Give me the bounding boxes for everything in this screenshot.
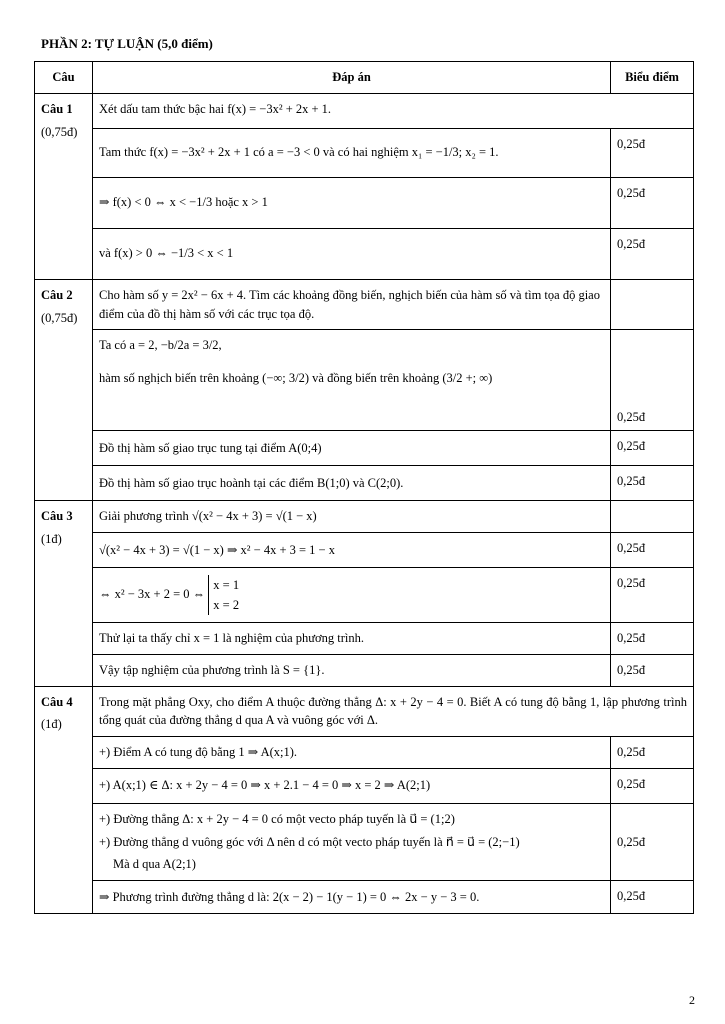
table-row bbox=[35, 501, 694, 533]
question-points: (1đ) bbox=[41, 532, 62, 546]
answer-step: +) Điểm A có tung độ bằng 1 ⇒ A(x;1). bbox=[93, 737, 611, 769]
table-row bbox=[35, 654, 694, 686]
table-row bbox=[35, 431, 694, 466]
answer-step: ⇒ f(x) < 0 ⇔ x < −1/3 hoặc x > 1 bbox=[93, 177, 611, 228]
header-cau: Câu bbox=[35, 62, 93, 94]
answer-step: Đồ thị hàm số giao trục hoành tại các điểm B(1;0) và C(2;0). bbox=[93, 466, 611, 501]
answer-table bbox=[34, 61, 694, 914]
score-cell: 0,25đ bbox=[611, 228, 694, 279]
table-row bbox=[35, 803, 694, 880]
score-cell: 0,25đ bbox=[611, 737, 694, 769]
table-row bbox=[35, 330, 694, 431]
answer-step: Vậy tập nghiệm của phương trình là S = {1}. bbox=[93, 654, 611, 686]
question-points: (0,75đ) bbox=[41, 310, 78, 325]
table-row bbox=[35, 768, 694, 803]
score-cell: 0,25đ bbox=[611, 881, 694, 914]
question-label: Câu 2 bbox=[41, 287, 73, 302]
question-label: Câu 4 bbox=[41, 694, 73, 709]
table-row bbox=[35, 623, 694, 655]
answer-step: Tam thức f(x) = −3x² + 2x + 1 có a = −3 < 0 và có hai nghiệm x₁ = −1/3; x₂ = 1. bbox=[93, 128, 611, 177]
question-points: (0,75đ) bbox=[41, 124, 78, 139]
answer-step: Thử lại ta thấy chỉ x = 1 là nghiệm của phương trình. bbox=[93, 623, 611, 655]
answer-step: ⇒ Phương trình đường thẳng d là: 2(x − 2) − 1(y − 1) = 0 ⇔ 2x − y − 3 = 0. bbox=[93, 881, 611, 914]
question-3-cell bbox=[35, 501, 93, 686]
table-row bbox=[35, 128, 694, 177]
score-cell: 0,25đ bbox=[611, 768, 694, 803]
empty-score-cell bbox=[611, 279, 694, 330]
score-cell: 0,25đ bbox=[611, 803, 694, 880]
table-row bbox=[35, 93, 694, 128]
score-cell: 0,25đ bbox=[611, 431, 694, 466]
header-dap-an: Đáp án bbox=[93, 62, 611, 94]
question-points: (1đ) bbox=[41, 717, 62, 732]
table-row bbox=[35, 279, 694, 330]
question-1-cell bbox=[35, 93, 93, 279]
question-3-statement: Giải phương trình √(x² − 4x + 3) = √(1 − x) bbox=[93, 501, 611, 533]
answer-step: ⇔ x² − 3x + 2 = 0 ⇔ x = 1 x = 2 bbox=[93, 568, 611, 623]
answer-step: Ta có a = 2, −b/2a = 3/2, hàm số nghịch biến trên khoảng (−∞; 3/2) và đồng biến trên khoảng (3/2 +; ∞) bbox=[93, 330, 611, 431]
table-row bbox=[35, 737, 694, 769]
question-label: Câu 3 bbox=[41, 509, 73, 524]
table-header-row bbox=[35, 62, 694, 94]
table-row bbox=[35, 533, 694, 568]
table-row bbox=[35, 466, 694, 501]
header-bieu-diem: Biểu điểm bbox=[611, 62, 694, 94]
question-label: Câu 1 bbox=[41, 101, 73, 116]
score-cell: 0,25đ bbox=[611, 466, 694, 501]
table-row bbox=[35, 228, 694, 279]
question-2-statement: Cho hàm số y = 2x² − 6x + 4. Tìm các khoảng đồng biến, nghịch biến của hàm số và tìm tọa độ giao điểm của đồ thị hàm số với các trục tọa độ. bbox=[93, 279, 611, 330]
score-cell: 0,25đ bbox=[611, 330, 694, 431]
score-cell: 0,25đ bbox=[611, 623, 694, 655]
answer-step: Đồ thị hàm số giao trục tung tại điểm A(0;4) bbox=[93, 431, 611, 466]
question-4-statement: Trong mặt phẳng Oxy, cho điểm A thuộc đường thẳng Δ: x + 2y − 4 = 0. Biết A có tung độ bằng 1, lập phương trình tổng quát của đường thẳng d qua A và vuông góc với Δ. bbox=[93, 686, 694, 737]
answer-step: √(x² − 4x + 3) = √(1 − x) ⇒ x² − 4x + 3 = 1 − x bbox=[93, 533, 611, 568]
section-heading: PHẦN 2: TỰ LUẬN (5,0 điểm) bbox=[41, 36, 213, 51]
answer-step: +) A(x;1) ∈ Δ: x + 2y − 4 = 0 ⇒ x + 2.1 − 4 = 0 ⇒ x = 2 ⇒ A(2;1) bbox=[93, 768, 611, 803]
table-row bbox=[35, 881, 694, 914]
score-cell: 0,25đ bbox=[611, 568, 694, 623]
question-1-statement: Xét dấu tam thức bậc hai f(x) = −3x² + 2x + 1. bbox=[93, 93, 694, 128]
score-cell: 0,25đ bbox=[611, 654, 694, 686]
answer-step: và f(x) > 0 ⇔ −1/3 < x < 1 bbox=[93, 228, 611, 279]
question-4-cell bbox=[35, 686, 93, 914]
answer-step: +) Đường thẳng Δ: x + 2y − 4 = 0 có một vecto pháp tuyến là u⃗ = (1;2) +) Đường thẳng d vuông góc với Δ nên d có một vecto pháp tuyến là n⃗ = u⃗ = (2;−1) Mà d qua A(2;1) bbox=[93, 803, 611, 880]
root-system: x = 1 x = 2 bbox=[208, 575, 239, 615]
page-number: 2 bbox=[689, 993, 695, 1007]
score-cell: 0,25đ bbox=[611, 533, 694, 568]
table-row bbox=[35, 568, 694, 623]
table-row bbox=[35, 177, 694, 228]
question-2-cell bbox=[35, 279, 93, 501]
score-cell: 0,25đ bbox=[611, 177, 694, 228]
empty-score-cell bbox=[611, 501, 694, 533]
table-row bbox=[35, 686, 694, 737]
score-cell: 0,25đ bbox=[611, 128, 694, 177]
